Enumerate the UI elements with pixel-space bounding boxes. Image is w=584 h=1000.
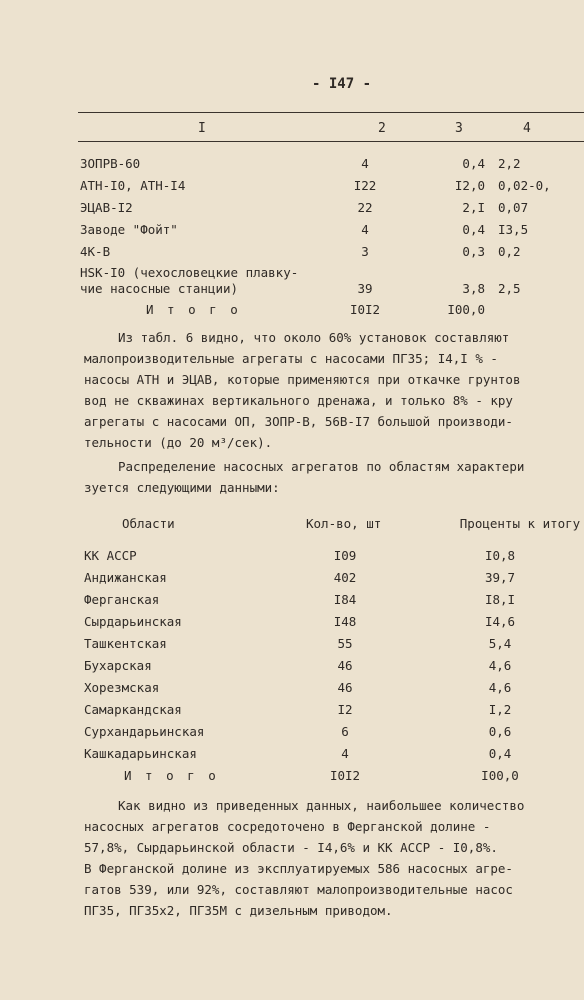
table1-row-col2: 4	[361, 222, 369, 237]
table2-row-percent: 39,7	[484, 570, 516, 585]
paragraph1-line: тельности (до 20 м³/сек).	[84, 435, 273, 450]
table1-header-col4: 4	[523, 121, 531, 136]
paragraph1-line: агрегаты с насосами ОП, ЗОПР-В, 56В-I7 большой производи-	[84, 414, 513, 429]
table2-row-count: I48	[333, 614, 357, 629]
table1-total-col3: I00,0	[447, 302, 485, 317]
table2-header-percent: Проценты к итогу	[459, 516, 581, 531]
table2-row-percent: 0,4	[488, 746, 512, 761]
paragraph3-line: 57,8%, Сырдарьинской области - I4,6% и КК АССР - I0,8%.	[84, 840, 498, 855]
table1-row-col2: I22	[353, 178, 377, 193]
table1-row-col3: 2,I	[462, 200, 485, 215]
table1-row-name: HSK-I0 (чехословецкие плавку-	[80, 265, 299, 280]
table1-row-col3: 0,3	[462, 244, 485, 259]
table1-row-col4: 0,2	[498, 244, 521, 259]
table2-total-count: I0I2	[329, 768, 361, 783]
table2-header-region: Области	[122, 516, 175, 531]
table2-row-percent: 5,4	[488, 636, 512, 651]
table2-row-percent: 4,6	[488, 658, 512, 673]
paragraph3-line: Как видно из приведенных данных, наибольшее количество	[118, 798, 525, 813]
table2-row-count: 46	[337, 680, 353, 695]
table2-row-count: 46	[337, 658, 353, 673]
table2-row-region: Хорезмская	[84, 680, 160, 695]
paragraph2-line: Распределение насосных агрегатов по областям характери	[118, 459, 525, 474]
table1-row-col2: 39	[357, 281, 373, 296]
table2-row-region: Кашкадарьинская	[84, 746, 197, 761]
table1-row-col2: 3	[361, 244, 369, 259]
table1-row-col4: 0,07	[498, 200, 529, 215]
table2-row-count: I09	[333, 548, 357, 563]
table2-row-percent: I4,6	[484, 614, 516, 629]
table1-row-name: Заводе "Фойт"	[80, 222, 178, 237]
table1-row-col3: 3,8	[462, 281, 485, 296]
table2-row-count: 55	[337, 636, 353, 651]
table1-row-col4: 2,5	[498, 281, 521, 296]
paragraph3-line: В Ферганской долине из эксплуатируемых 586 насосных агре-	[84, 861, 513, 876]
paragraph1-line: малопроизводительные агрегаты с насосами ПГ35; I4,I % -	[84, 351, 498, 366]
table2-row-region: Самаркандская	[84, 702, 182, 717]
table2-row-count: I84	[333, 592, 357, 607]
table2-row-percent: 0,6	[488, 724, 512, 739]
paragraph3-line: ПГ35, ПГ35х2, ПГ35М с дизельным приводом.	[84, 903, 393, 918]
table2-header-count: Кол-во, шт	[306, 516, 382, 531]
table2-row-percent: I0,8	[484, 548, 516, 563]
table2-row-count: 402	[333, 570, 357, 585]
paragraph2-line: зуется следующими данными:	[84, 480, 280, 495]
table2-total-percent: I00,0	[481, 768, 519, 783]
table2-row-percent: I8,I	[484, 592, 516, 607]
table1-row-col4: 2,2	[498, 156, 521, 171]
table2-row-region: Ферганская	[84, 592, 160, 607]
table1-row-col3: I2,0	[454, 178, 485, 193]
table1-row-col2: 4	[361, 156, 369, 171]
table1-row-name: 4К-В	[80, 244, 111, 259]
table2-row-count: 6	[341, 724, 349, 739]
paragraph1-line: Из табл. 6 видно, что около 60% установок составляют	[118, 330, 510, 345]
table2-row-region: Сурхандарьинская	[84, 724, 205, 739]
table2-row-region: Андижанская	[84, 570, 167, 585]
table1-header-col3: 3	[455, 121, 463, 136]
table2-row-region: Бухарская	[84, 658, 152, 673]
table2-row-region: Сырдарьинская	[84, 614, 182, 629]
table2-row-region: КК АССР	[84, 548, 137, 563]
table1-row-col3: 0,4	[462, 156, 485, 171]
table2-row-percent: I,2	[488, 702, 512, 717]
table1-header-col2: 2	[378, 121, 386, 136]
table1-row-col4: 0,02-0,	[498, 178, 551, 193]
table2-row-percent: 4,6	[488, 680, 512, 695]
table1-row-col2: 22	[357, 200, 373, 215]
table2-total-label: И т о г о	[124, 768, 219, 783]
table1-row-name: ЭЦАВ-I2	[80, 200, 133, 215]
paragraph1-line: насосы АТН и ЭЦАВ, которые применяются при откачке грунтов	[84, 372, 521, 387]
paragraph3-line: насосных агрегатов сосредоточено в Ферганской долине -	[84, 819, 491, 834]
table1-row-col4: I3,5	[498, 222, 529, 237]
table2-row-count: I2	[337, 702, 353, 717]
table1-top-rule	[78, 112, 584, 113]
table1-row-col3: 0,4	[462, 222, 485, 237]
table1-header-rule	[78, 141, 584, 142]
table1-total-col2: I0I2	[349, 302, 381, 317]
table1-total-label: И т о г о	[146, 302, 241, 317]
table1-row-name: ЗОПРВ-60	[80, 156, 141, 171]
paragraph3-line: гатов 539, или 92%, составляют малопроизводительные насос	[84, 882, 513, 897]
page-number: - I47 -	[312, 76, 372, 92]
table2-row-count: 4	[341, 746, 349, 761]
table1-row-name-cont: чие насосные станции)	[80, 281, 239, 296]
paragraph1-line: вод не скважинах вертикального дренажа, и только 8% - кру	[84, 393, 513, 408]
table1-row-name: АТН-I0, АТН-I4	[80, 178, 186, 193]
table2-row-region: Ташкентская	[84, 636, 167, 651]
table1-header-col1: I	[198, 121, 206, 136]
